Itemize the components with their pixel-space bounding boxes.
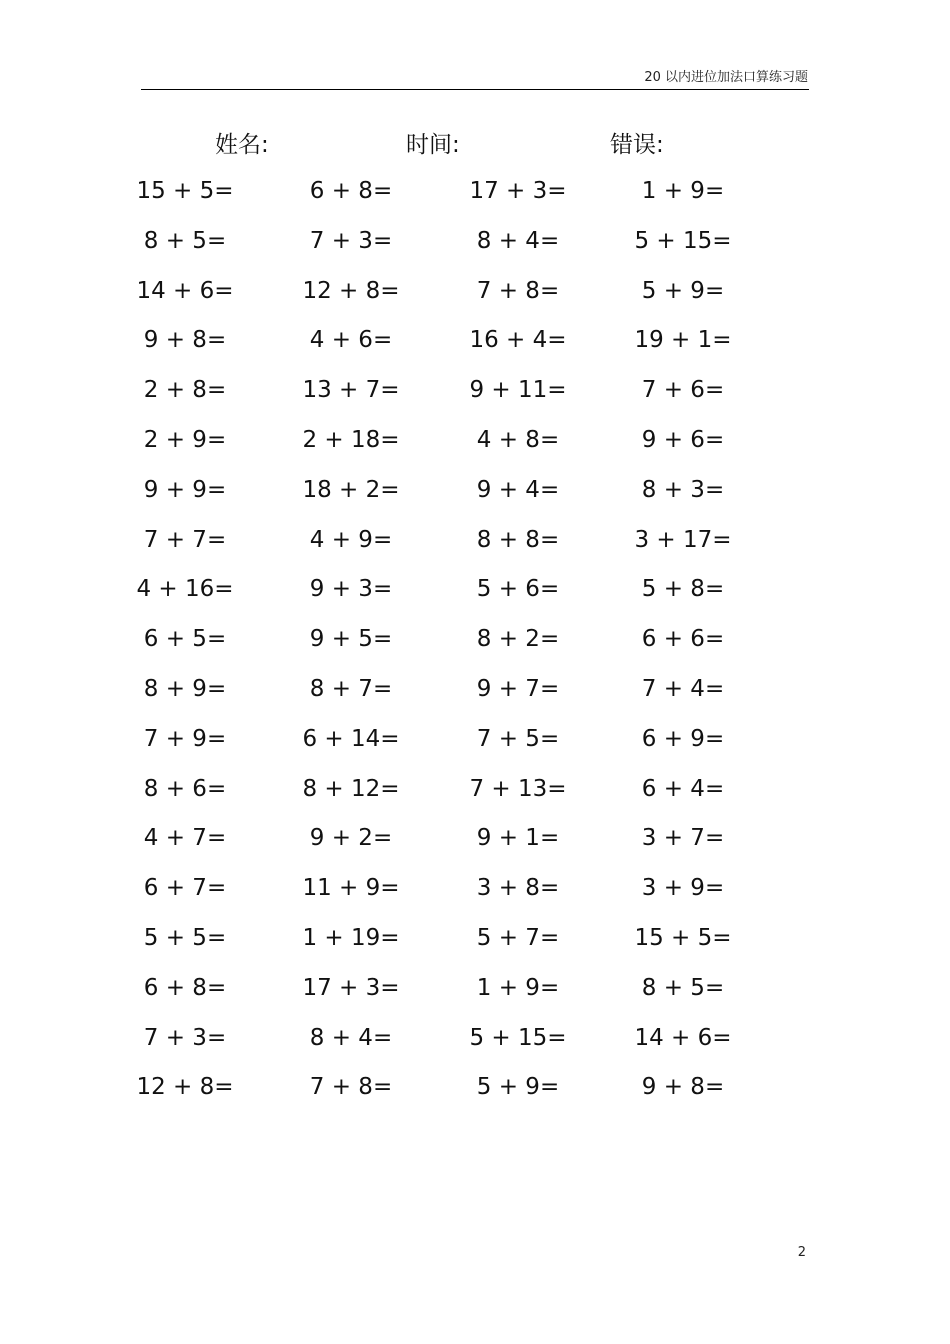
problem-item: 9 + 7= xyxy=(476,676,560,702)
header-divider xyxy=(141,89,809,90)
problem-item: 7 + 8= xyxy=(309,1074,393,1100)
problem-item: 6 + 5= xyxy=(143,626,227,652)
problem-item: 14 + 6= xyxy=(136,278,234,304)
problem-item: 9 + 8= xyxy=(143,327,227,353)
problem-item: 9 + 11= xyxy=(469,377,567,403)
problem-item: 8 + 12= xyxy=(302,776,400,802)
problem-item: 19 + 1= xyxy=(634,327,732,353)
problem-item: 7 + 6= xyxy=(641,377,725,403)
problem-item: 3 + 9= xyxy=(641,875,725,901)
problem-item: 17 + 3= xyxy=(302,975,400,1001)
problem-item: 18 + 2= xyxy=(302,477,400,503)
problem-item: 5 + 9= xyxy=(641,278,725,304)
problem-item: 5 + 8= xyxy=(641,576,725,602)
problem-item: 5 + 15= xyxy=(634,228,732,254)
problem-item: 9 + 9= xyxy=(143,477,227,503)
problem-item: 7 + 13= xyxy=(469,776,567,802)
page-number: 2 xyxy=(797,1245,806,1260)
problem-item: 6 + 8= xyxy=(143,975,227,1001)
problem-item: 6 + 9= xyxy=(641,726,725,752)
problem-item: 1 + 19= xyxy=(302,925,400,951)
problem-item: 9 + 2= xyxy=(309,825,393,851)
problem-item: 5 + 5= xyxy=(143,925,227,951)
problem-item: 12 + 8= xyxy=(136,1074,234,1100)
problem-item: 11 + 9= xyxy=(302,875,400,901)
problem-item: 13 + 7= xyxy=(302,377,400,403)
problem-item: 7 + 3= xyxy=(143,1025,227,1051)
problem-item: 5 + 15= xyxy=(469,1025,567,1051)
problem-item: 9 + 6= xyxy=(641,427,725,453)
problem-item: 5 + 9= xyxy=(476,1074,560,1100)
problem-item: 7 + 5= xyxy=(476,726,560,752)
problem-item: 6 + 4= xyxy=(641,776,725,802)
problem-item: 5 + 7= xyxy=(476,925,560,951)
problem-item: 9 + 3= xyxy=(309,576,393,602)
problem-item: 1 + 9= xyxy=(641,178,725,204)
problem-item: 6 + 14= xyxy=(302,726,400,752)
problem-item: 8 + 2= xyxy=(476,626,560,652)
problem-item: 3 + 7= xyxy=(641,825,725,851)
problem-item: 9 + 4= xyxy=(476,477,560,503)
time-label: 时间: xyxy=(406,132,460,158)
problem-item: 4 + 7= xyxy=(143,825,227,851)
problem-item: 17 + 3= xyxy=(469,178,567,204)
problem-item: 8 + 7= xyxy=(309,676,393,702)
problem-item: 15 + 5= xyxy=(136,178,234,204)
problem-item: 8 + 3= xyxy=(641,477,725,503)
problem-item: 1 + 9= xyxy=(476,975,560,1001)
problem-item: 8 + 5= xyxy=(641,975,725,1001)
problem-item: 16 + 4= xyxy=(469,327,567,353)
problem-item: 4 + 9= xyxy=(309,527,393,553)
problem-item: 5 + 6= xyxy=(476,576,560,602)
problem-item: 3 + 17= xyxy=(634,527,732,553)
problem-item: 15 + 5= xyxy=(634,925,732,951)
problem-item: 9 + 5= xyxy=(309,626,393,652)
problem-item: 8 + 6= xyxy=(143,776,227,802)
problem-item: 2 + 9= xyxy=(143,427,227,453)
problem-item: 12 + 8= xyxy=(302,278,400,304)
problem-item: 4 + 16= xyxy=(136,576,234,602)
name-label: 姓名: xyxy=(215,132,269,158)
problem-item: 4 + 6= xyxy=(309,327,393,353)
problem-item: 7 + 9= xyxy=(143,726,227,752)
problem-item: 8 + 9= xyxy=(143,676,227,702)
problem-item: 9 + 8= xyxy=(641,1074,725,1100)
problem-item: 4 + 8= xyxy=(476,427,560,453)
document-header-title: 20 以内进位加法口算练习题 xyxy=(644,70,808,85)
problem-item: 2 + 18= xyxy=(302,427,400,453)
problem-item: 7 + 8= xyxy=(476,278,560,304)
problem-item: 9 + 1= xyxy=(476,825,560,851)
problem-item: 8 + 4= xyxy=(309,1025,393,1051)
problem-item: 8 + 4= xyxy=(476,228,560,254)
problem-item: 6 + 6= xyxy=(641,626,725,652)
problem-item: 14 + 6= xyxy=(634,1025,732,1051)
problem-item: 7 + 4= xyxy=(641,676,725,702)
problem-item: 8 + 8= xyxy=(476,527,560,553)
student-info-row xyxy=(0,126,950,160)
errors-label: 错误: xyxy=(610,132,664,158)
problem-item: 7 + 3= xyxy=(309,228,393,254)
problem-item: 6 + 8= xyxy=(309,178,393,204)
problem-item: 6 + 7= xyxy=(143,875,227,901)
problem-item: 3 + 8= xyxy=(476,875,560,901)
problem-item: 2 + 8= xyxy=(143,377,227,403)
problem-item: 7 + 7= xyxy=(143,527,227,553)
problem-item: 8 + 5= xyxy=(143,228,227,254)
